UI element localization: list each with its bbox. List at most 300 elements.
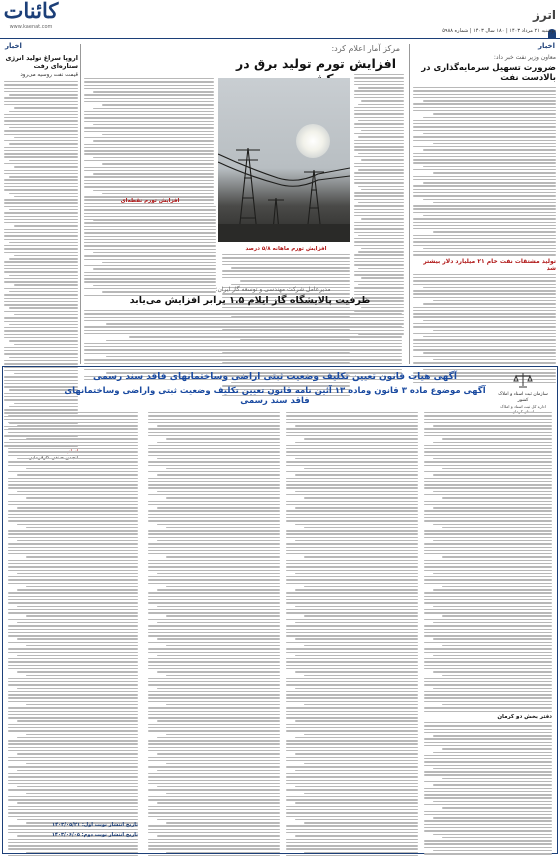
text-line xyxy=(8,829,138,830)
text-line xyxy=(433,817,552,818)
text-line xyxy=(358,104,405,105)
text-line xyxy=(424,765,552,766)
text-line xyxy=(148,694,280,695)
text-line xyxy=(286,530,418,531)
text-line xyxy=(433,231,556,232)
text-line xyxy=(286,789,418,790)
text-line xyxy=(413,146,556,147)
text-line xyxy=(84,242,216,243)
text-line xyxy=(148,448,280,449)
text-line xyxy=(286,547,418,548)
text-line xyxy=(4,114,78,115)
text-line xyxy=(148,678,280,679)
text-line xyxy=(8,694,138,695)
text-line xyxy=(8,609,138,610)
text-line xyxy=(8,550,138,551)
right-column xyxy=(413,54,556,366)
text-line xyxy=(148,510,280,511)
text-line xyxy=(8,592,138,593)
text-line xyxy=(26,704,138,705)
text-line xyxy=(93,190,214,191)
text-line xyxy=(424,596,552,597)
text-line xyxy=(286,629,418,630)
text-line xyxy=(286,848,418,849)
text-line xyxy=(424,814,552,815)
text-line xyxy=(354,228,404,229)
masthead-right xyxy=(522,4,556,26)
text-line xyxy=(148,612,280,613)
text-line xyxy=(9,160,78,161)
text-line xyxy=(148,780,280,781)
text-line xyxy=(148,783,280,784)
text-line xyxy=(9,340,78,341)
text-line xyxy=(286,553,418,554)
text-line xyxy=(8,432,138,433)
main-box-caption: افزایش تورم ماهانه ۵/۸ درصد xyxy=(245,246,327,252)
text-line xyxy=(17,524,138,525)
text-line xyxy=(4,261,78,262)
text-line xyxy=(84,117,214,118)
notice-org-sub: اداره کل ثبت اسناد و املاک xyxy=(500,404,546,409)
section-label-right: اخبار xyxy=(538,42,555,50)
text-line xyxy=(84,278,216,279)
text-line xyxy=(9,111,78,112)
text-line xyxy=(8,750,138,751)
text-line xyxy=(8,422,138,423)
text-line xyxy=(433,172,556,173)
notice-col-1-lines xyxy=(424,412,552,712)
text-line xyxy=(286,570,418,571)
text-line xyxy=(423,336,556,337)
text-line xyxy=(157,753,280,754)
text-line xyxy=(148,796,280,797)
main-headline: افزایش تورم تولید برق در xyxy=(236,56,396,71)
text-line xyxy=(8,481,138,482)
text-line xyxy=(442,497,552,498)
text-line xyxy=(148,773,280,774)
text-line xyxy=(148,517,280,518)
text-line xyxy=(4,84,78,85)
text-line xyxy=(286,825,418,826)
text-line xyxy=(222,264,350,265)
text-line xyxy=(442,586,552,587)
text-line xyxy=(442,704,552,705)
text-line xyxy=(26,852,138,853)
text-line xyxy=(8,579,138,580)
text-line xyxy=(423,133,556,134)
text-line xyxy=(424,830,552,831)
text-line xyxy=(4,91,78,92)
text-line xyxy=(424,435,552,436)
text-line xyxy=(354,258,404,259)
text-line xyxy=(413,316,556,317)
text-line xyxy=(4,140,78,141)
text-line xyxy=(286,635,418,636)
text-line xyxy=(424,471,552,472)
text-line xyxy=(295,671,418,672)
text-line xyxy=(9,176,78,177)
text-line xyxy=(413,251,556,252)
text-line xyxy=(424,422,552,423)
notice-col-4-lines xyxy=(8,412,138,856)
text-line xyxy=(286,445,418,446)
text-line xyxy=(8,566,138,567)
text-line xyxy=(17,573,138,574)
notice-col-3-lines xyxy=(148,412,280,856)
text-line xyxy=(4,199,78,200)
text-line xyxy=(424,771,552,772)
text-line xyxy=(358,202,405,203)
text-line xyxy=(14,107,78,108)
text-line xyxy=(424,428,552,429)
text-line xyxy=(424,579,552,580)
text-line xyxy=(286,602,418,603)
text-line xyxy=(295,770,418,771)
text-line xyxy=(84,216,216,217)
text-line xyxy=(17,606,138,607)
text-line xyxy=(84,127,214,128)
text-line xyxy=(148,465,280,466)
text-line xyxy=(424,487,552,488)
text-line xyxy=(222,307,350,308)
text-line xyxy=(157,638,280,639)
text-line xyxy=(424,691,552,692)
text-line xyxy=(84,137,214,138)
text-line xyxy=(424,661,552,662)
text-line xyxy=(286,560,418,561)
text-line xyxy=(106,323,402,324)
text-line xyxy=(295,458,418,459)
text-line xyxy=(26,793,138,794)
text-line xyxy=(148,583,280,584)
text-line xyxy=(304,763,418,764)
text-line xyxy=(433,606,552,607)
text-line xyxy=(148,592,280,593)
text-line xyxy=(148,422,280,423)
text-line xyxy=(148,563,280,564)
text-line xyxy=(413,313,556,314)
text-line xyxy=(286,816,418,817)
text-line xyxy=(26,527,138,528)
text-line xyxy=(286,501,418,502)
text-line xyxy=(413,126,556,127)
text-line xyxy=(423,117,556,118)
text-line xyxy=(148,494,280,495)
text-line xyxy=(102,193,214,194)
text-line xyxy=(4,173,78,174)
text-line xyxy=(14,166,78,167)
text-line xyxy=(8,845,138,846)
text-line xyxy=(8,796,138,797)
text-line xyxy=(148,471,280,472)
text-line xyxy=(424,824,552,825)
text-line xyxy=(4,120,78,121)
text-line xyxy=(84,176,214,177)
text-line xyxy=(413,241,556,242)
text-line xyxy=(413,136,556,137)
text-line xyxy=(442,438,552,439)
text-line xyxy=(8,435,138,436)
text-line xyxy=(413,94,556,95)
text-line xyxy=(4,232,78,233)
text-line xyxy=(8,583,138,584)
text-line xyxy=(361,189,404,190)
text-line xyxy=(286,661,418,662)
text-line xyxy=(4,271,78,272)
text-line xyxy=(231,267,350,268)
text-line xyxy=(413,284,556,285)
text-line xyxy=(4,268,78,269)
text-line xyxy=(295,835,418,836)
text-line xyxy=(424,694,552,695)
text-line xyxy=(4,235,78,236)
text-line xyxy=(17,720,138,721)
text-line xyxy=(354,172,404,173)
text-line xyxy=(14,284,78,285)
text-line xyxy=(84,245,216,246)
text-line xyxy=(8,668,138,669)
text-line xyxy=(4,360,78,361)
text-line xyxy=(84,98,214,99)
text-line xyxy=(295,573,418,574)
text-line xyxy=(148,711,280,712)
text-line xyxy=(354,110,404,111)
text-line xyxy=(84,213,216,214)
text-line xyxy=(354,163,404,164)
text-line xyxy=(286,494,418,495)
text-line xyxy=(148,629,280,630)
text-line xyxy=(8,494,138,495)
text-line xyxy=(295,753,418,754)
text-line xyxy=(361,130,404,131)
text-line xyxy=(8,487,138,488)
text-line xyxy=(423,166,556,167)
text-line xyxy=(157,622,280,623)
text-line xyxy=(8,448,138,449)
text-line xyxy=(8,842,138,843)
text-line xyxy=(424,742,552,743)
text-line xyxy=(9,242,78,243)
text-line xyxy=(354,215,404,216)
text-line xyxy=(286,576,418,577)
text-line xyxy=(424,501,552,502)
text-line xyxy=(433,458,552,459)
text-line xyxy=(148,543,280,544)
text-line xyxy=(8,484,138,485)
text-line xyxy=(424,665,552,666)
text-line xyxy=(413,179,556,180)
text-line xyxy=(413,90,556,91)
text-line xyxy=(26,763,138,764)
text-line xyxy=(106,340,402,341)
text-line xyxy=(4,353,78,354)
text-line xyxy=(286,471,418,472)
text-line xyxy=(84,333,402,334)
text-line xyxy=(4,239,78,240)
text-line xyxy=(286,422,418,423)
text-line xyxy=(84,343,402,344)
text-line xyxy=(148,570,280,571)
text-line xyxy=(84,101,214,102)
text-line xyxy=(8,839,138,840)
text-line xyxy=(424,494,552,495)
text-line xyxy=(424,599,552,600)
text-line xyxy=(423,248,556,249)
main-body-left xyxy=(84,78,214,196)
text-line xyxy=(4,216,78,217)
text-line xyxy=(4,330,78,331)
text-line xyxy=(286,684,418,685)
text-line xyxy=(8,514,138,515)
text-line xyxy=(286,652,418,653)
main-body-col-c xyxy=(84,198,216,278)
text-line xyxy=(354,199,404,200)
text-line xyxy=(286,747,418,748)
text-line xyxy=(129,336,402,337)
text-line xyxy=(424,707,552,708)
text-line xyxy=(413,130,556,131)
text-line xyxy=(84,275,216,276)
text-line xyxy=(9,209,78,210)
text-line xyxy=(8,563,138,564)
text-line xyxy=(286,760,418,761)
text-line xyxy=(8,684,138,685)
text-line xyxy=(424,711,552,712)
text-line xyxy=(286,648,418,649)
text-line xyxy=(157,474,280,475)
text-line xyxy=(295,786,418,787)
gas-body xyxy=(84,310,402,360)
text-line xyxy=(8,632,138,633)
text-line xyxy=(9,357,78,358)
text-line xyxy=(8,648,138,649)
text-line xyxy=(26,586,138,587)
text-line xyxy=(9,127,78,128)
text-line xyxy=(413,245,556,246)
text-line xyxy=(148,419,280,420)
text-line xyxy=(93,91,214,92)
text-line xyxy=(84,94,214,95)
text-line xyxy=(413,326,556,327)
text-line xyxy=(354,113,404,114)
text-line xyxy=(413,356,556,357)
text-line xyxy=(148,812,280,813)
text-line xyxy=(8,652,138,653)
text-line xyxy=(286,619,418,620)
text-line xyxy=(4,298,78,299)
text-line xyxy=(354,192,404,193)
text-line xyxy=(354,81,404,82)
text-line xyxy=(413,235,556,236)
text-line xyxy=(358,268,405,269)
text-line xyxy=(424,732,552,733)
text-line xyxy=(166,704,280,705)
text-line xyxy=(413,156,556,157)
text-line xyxy=(4,170,78,171)
notice-emblem xyxy=(496,372,550,408)
text-line xyxy=(148,619,280,620)
text-line xyxy=(295,425,418,426)
text-line xyxy=(148,691,280,692)
text-line xyxy=(148,648,280,649)
text-line xyxy=(148,776,280,777)
text-line xyxy=(148,504,280,505)
text-line xyxy=(424,609,552,610)
text-line xyxy=(413,212,556,213)
text-line xyxy=(157,491,280,492)
text-line xyxy=(413,225,556,226)
text-line xyxy=(166,497,280,498)
text-line xyxy=(26,645,138,646)
text-line xyxy=(148,740,280,741)
text-line xyxy=(413,218,556,219)
text-line xyxy=(148,537,280,538)
text-line xyxy=(286,743,418,744)
text-line xyxy=(354,74,404,75)
gas-kicker: مدیرعامل شرکت مهندسی و توسعه گاز ایران: xyxy=(215,286,331,293)
text-line xyxy=(166,852,280,853)
text-line xyxy=(8,780,138,781)
text-line xyxy=(286,691,418,692)
text-line xyxy=(423,182,556,183)
text-line xyxy=(354,117,404,118)
text-line xyxy=(286,451,418,452)
text-line xyxy=(304,734,418,735)
text-line xyxy=(304,556,418,557)
text-line xyxy=(148,724,280,725)
text-line xyxy=(354,107,404,108)
text-line xyxy=(4,321,78,322)
text-line xyxy=(4,117,78,118)
text-line xyxy=(354,254,404,255)
text-line xyxy=(361,100,404,101)
text-line xyxy=(17,589,138,590)
text-line xyxy=(26,556,138,557)
text-line xyxy=(148,635,280,636)
text-line xyxy=(304,438,418,439)
text-line xyxy=(424,419,552,420)
text-line xyxy=(424,478,552,479)
text-line xyxy=(17,737,138,738)
website-label: www.kaenat.com xyxy=(9,24,53,30)
notice-col-4 xyxy=(8,412,138,818)
text-line xyxy=(358,87,405,88)
text-line xyxy=(8,520,138,521)
text-line xyxy=(148,576,280,577)
text-line xyxy=(413,123,556,124)
text-line xyxy=(148,435,280,436)
text-line xyxy=(8,553,138,554)
text-line xyxy=(148,714,280,715)
text-line xyxy=(424,668,552,669)
text-line xyxy=(148,806,280,807)
text-line xyxy=(148,825,280,826)
text-line xyxy=(354,274,404,275)
text-line xyxy=(157,442,280,443)
text-line xyxy=(148,530,280,531)
text-line xyxy=(8,570,138,571)
text-line xyxy=(148,707,280,708)
text-line xyxy=(157,606,280,607)
text-line xyxy=(358,186,405,187)
text-line xyxy=(286,642,418,643)
text-line xyxy=(424,811,552,812)
text-line xyxy=(358,235,405,236)
text-line xyxy=(413,162,556,163)
text-line xyxy=(286,783,418,784)
issue-line: دوشنبه ۲۱ مرداد ۱۴۰۳ | ۱۸۰ سال ۱۴۰۳ | شماره ۵۹۸۸ xyxy=(442,28,556,34)
text-line xyxy=(84,330,402,331)
